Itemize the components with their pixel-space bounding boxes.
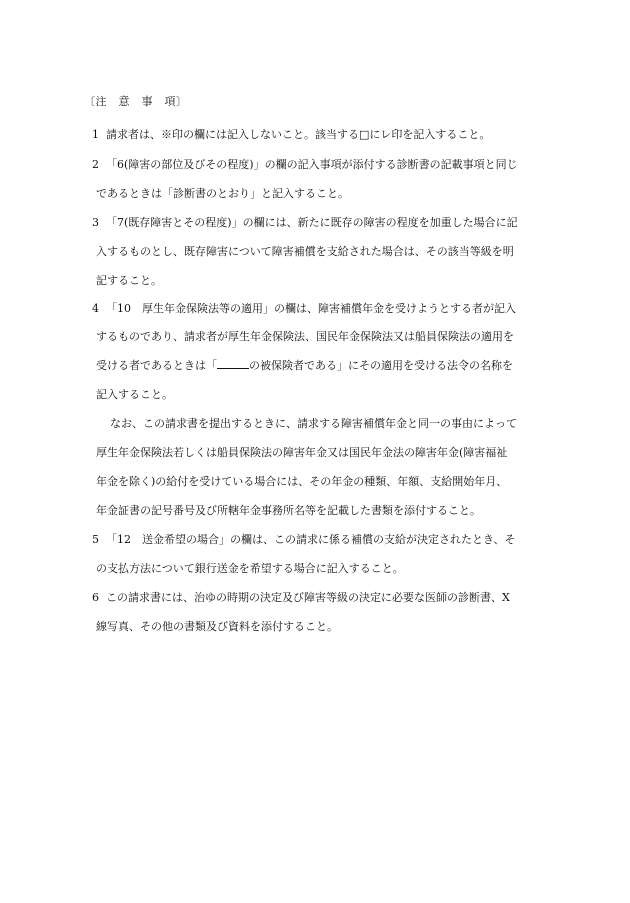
item-5-line-1: 「12 送金希望の場合」の欄は、この請求に係る補償の支給が決定されたとき、そ xyxy=(106,533,516,546)
item-6-number: 6 xyxy=(92,591,99,604)
item-1-line-1: 請求者は、※印の欄には記入しないこと。該当する□にレ印を記入すること。 xyxy=(106,128,491,141)
item-4-paragraph-line-1: なお、この請求書を提出するときに、請求する障害補償年金と同一の事由によって xyxy=(110,417,517,430)
item-4-paragraph-line-3: 年金を除く)の給付を受けている場合には、その年金の種類、年額、支給開始年月、 xyxy=(96,475,508,488)
item-2-line-1: 「6(障害の部位及びその程度)」の欄の記入事項が添付する診断書の記載事項と同じ xyxy=(106,158,518,171)
item-4-paragraph-line-4: 年金証書の記号番号及び所轄年金事務所名等を記載した書類を添付すること。 xyxy=(96,504,481,517)
item-3-line-3: 記すること。 xyxy=(96,274,162,287)
item-5-line-2: の支払方法について銀行送金を希望する場合に記入すること。 xyxy=(96,562,404,575)
law-name-blank xyxy=(217,359,249,369)
item-3-line-1: 「7(既存障害とその程度)」の欄には、新たに既存の障害の程度を加重した場合に記 xyxy=(106,216,518,229)
item-4-line-3-part-2: の被保険者である」にその適用を受ける法令の名称を xyxy=(249,359,513,372)
item-2-line-2: であるときは「診断書のとおり」と記入すること。 xyxy=(96,187,349,200)
item-4-line-4: 記入すること。 xyxy=(96,388,173,401)
item-1-number: 1 xyxy=(92,128,99,141)
item-4-line-3-part-1: 受ける者であるときは「 xyxy=(96,359,217,372)
item-3-number: 3 xyxy=(92,216,99,229)
item-4-line-3 xyxy=(96,359,513,373)
item-2-number: 2 xyxy=(92,158,99,171)
item-4-paragraph-line-2: 厚生年金保険法若しくは船員保険法の障害年金又は国民年金法の障害年金(障害福祉 xyxy=(96,446,508,459)
item-3-line-2: 入するものとし、既存障害について障害補償を支給された場合は、その該当等級を明 xyxy=(96,245,514,258)
item-4-line-2: するものであり、請求者が厚生年金保険法、国民年金保険法又は船員保険法の適用を xyxy=(96,330,514,343)
item-4-number: 4 xyxy=(92,302,99,315)
item-5-number: 5 xyxy=(92,533,99,546)
item-6-line-2: 線写真、その他の書類及び資料を添付すること。 xyxy=(96,620,338,633)
item-4-line-1: 「10 厚生年金保険法等の適用」の欄は、障害補償年金を受けようとする者が記入 xyxy=(106,302,516,315)
notes-heading: 〔注 意 事 項〕 xyxy=(84,95,188,108)
item-6-line-1: この請求書には、治ゆの時期の決定及び障害等級の決定に必要な医師の診断書、X xyxy=(106,591,510,604)
